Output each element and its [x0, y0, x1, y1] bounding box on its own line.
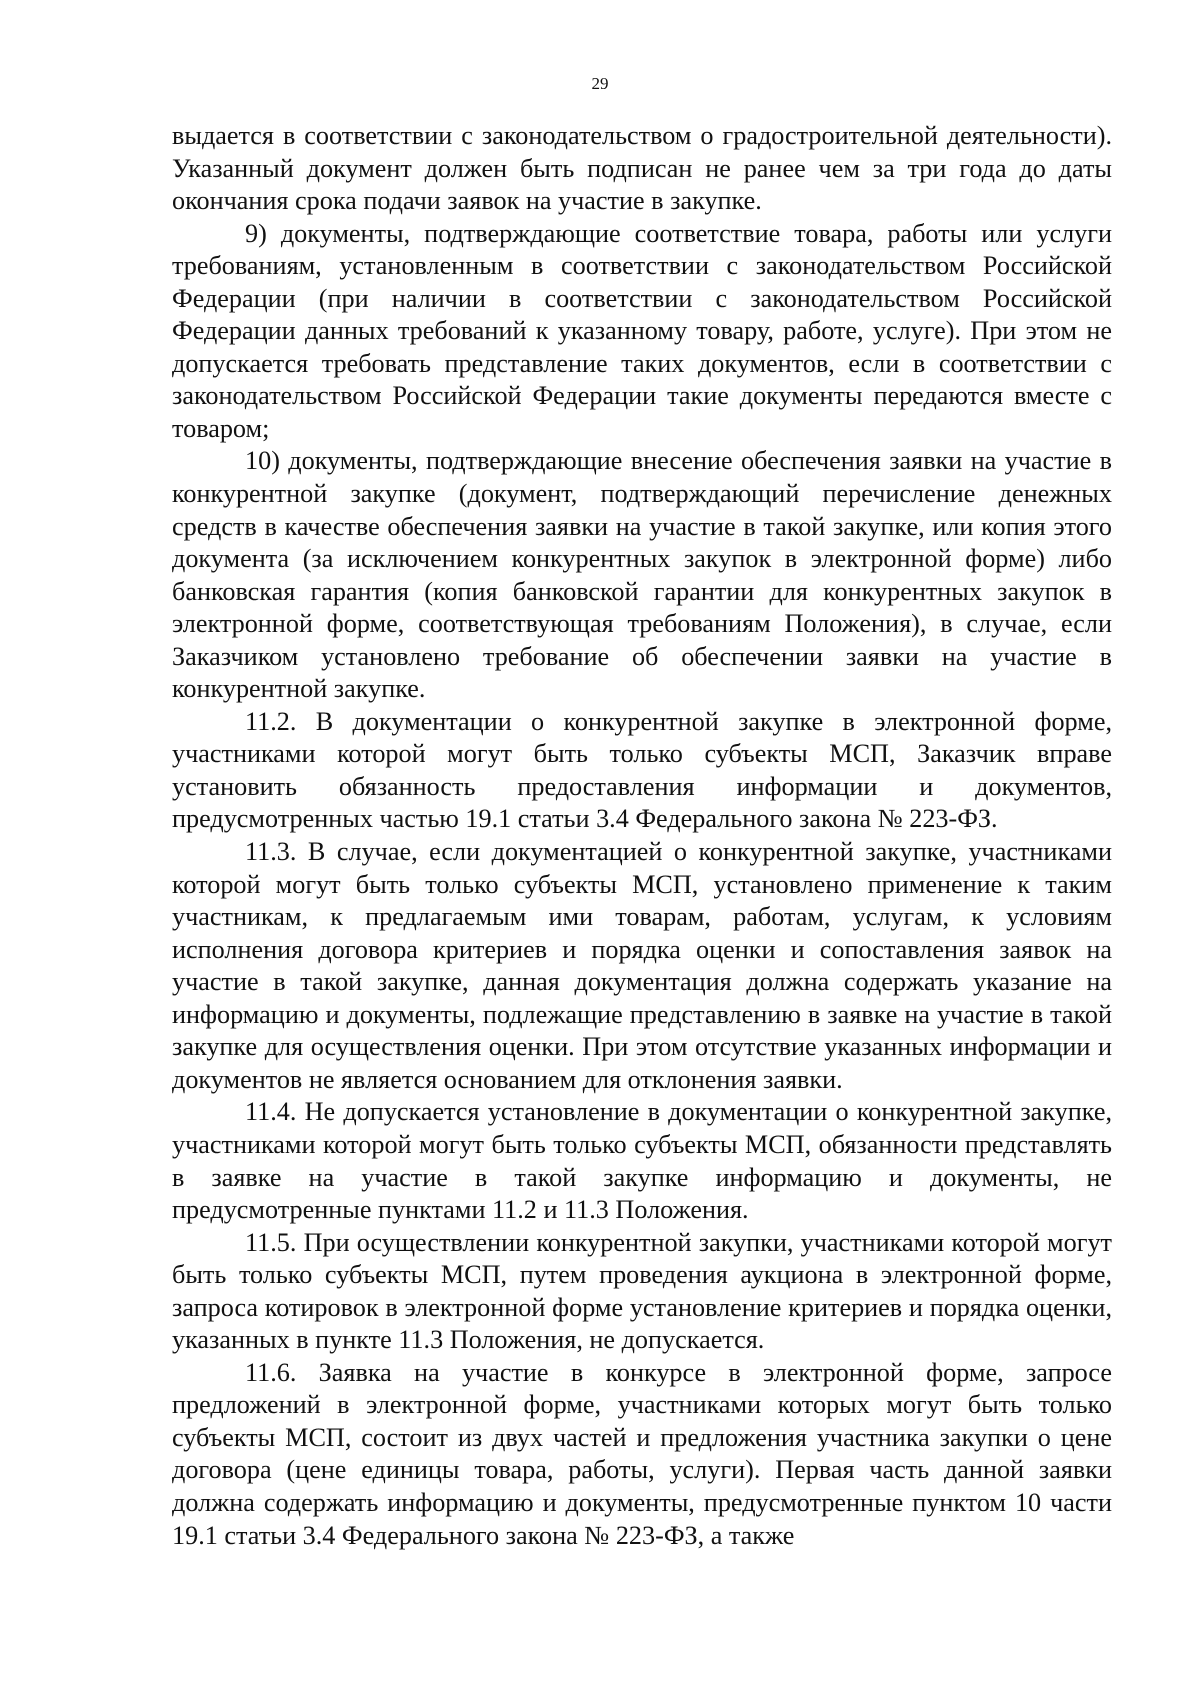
paragraph-continuation: выдается в соответствии с законодательством о градостроительной деятельности). Указанный документ должен быть подписан не ранее чем за три года до даты окончания срока подачи заявок на участие в закупке.: [172, 121, 1112, 216]
document-body: [172, 120, 1112, 1552]
paragraph-11-5: 11.5. При осуществлении конкурентной закупки, участниками которой могут быть только субъекты МСП, путем проведения аукциона в электронной форме, запроса котировок в электронной форме установление критериев и порядка оценки, указанных в пункте 11.3 Положения, не допускается.: [172, 1227, 1112, 1355]
paragraph-11-6: 11.6. Заявка на участие в конкурсе в электронной форме, запросе предложений в электронной форме, участниками которых могут быть только субъекты МСП, состоит из двух частей и предложения участника закупки о цене договора (цене единицы товара, работы, услуги). Первая часть данной заявки должна содержать информацию и документы, предусмотренные пунктом 10 части 19.1 статьи 3.4 Федерального закона № 223-ФЗ, а также: [172, 1357, 1112, 1550]
page-number: 29: [591, 74, 609, 93]
paragraph-11-2: 11.2. В документации о конкурентной закупке в электронной форме, участниками которой могут быть только субъекты МСП, Заказчик вправе установить обязанность предоставления информации и документов, предусмотренных частью 19.1 статьи 3.4 Федерального закона № 223-ФЗ.: [172, 706, 1112, 834]
paragraph-item-9: 9) документы, подтверждающие соответствие товара, работы или услуги требованиям, установленным в соответствии с законодательством Российской Федерации (при наличии в соответствии с законодательством Российской Федерации данных требований к указанному товару, работе, услуге). При этом не допускается требовать представление таких документов, если в соответствии с законодательством Российской Федерации такие документы передаются вместе с товаром;: [172, 218, 1112, 443]
paragraph-item-10: 10) документы, подтверждающие внесение обеспечения заявки на участие в конкурентной закупке (документ, подтверждающий перечисление денежных средств в качестве обеспечения заявки на участие в такой закупке, или копия этого документа (за исключением конкурентных закупок в электронной форме) либо банковская гарантия (копия банковской гарантии для конкурентных закупок в электронной форме, соответствующая требованиям Положения), в случае, если Заказчиком установлено требование об обеспечении заявки на участие в конкурентной закупке.: [172, 446, 1112, 704]
paragraph-11-4: 11.4. Не допускается установление в документации о конкурентной закупке, участниками которой могут быть только субъекты МСП, обязанности представлять в заявке на участие в такой закупке информацию и документы, не предусмотренные пунктами 11.2 и 11.3 Положения.: [172, 1097, 1112, 1225]
paragraph-11-3: 11.3. В случае, если документацией о конкурентной закупке, участниками которой могут быть только субъекты МСП, установлено применение к таким участникам, к предлагаемым ими товарам, работам, услугам, к условиям исполнения договора критериев и порядка оценки и сопоставления заявок на участие в такой закупке, данная документация должна содержать указание на информацию и документы, подлежащие представлению в заявке на участие в такой закупке для осуществления оценки. При этом отсутствие указанных информации и документов не является основанием для отклонения заявки.: [172, 837, 1112, 1094]
